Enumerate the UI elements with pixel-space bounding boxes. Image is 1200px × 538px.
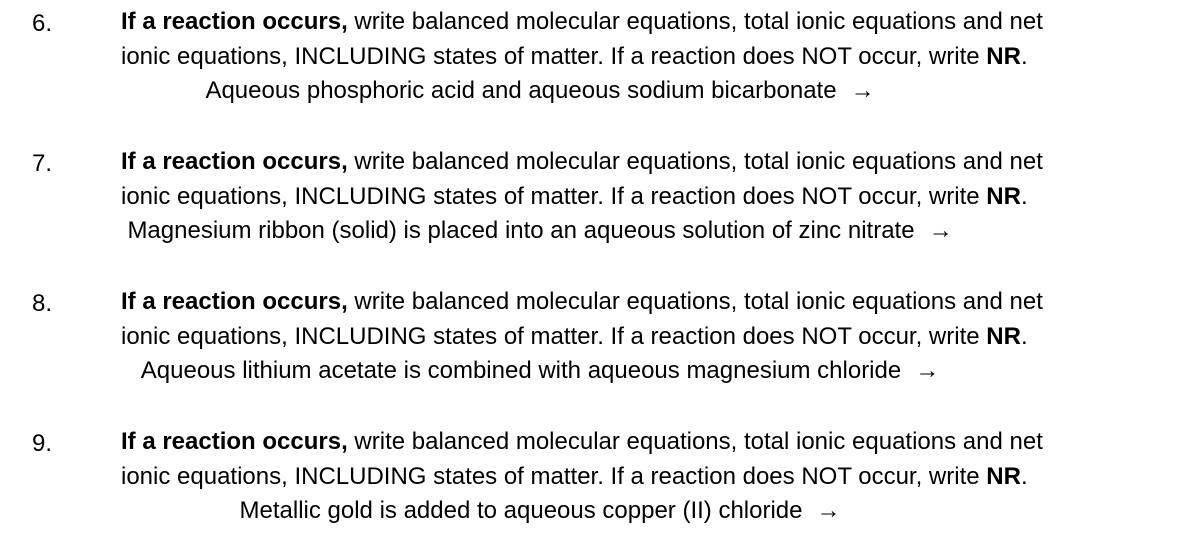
right-arrow-icon: → (850, 77, 875, 104)
prompt-text: Metallic gold is added to aqueous copper (II) chloride (239, 497, 803, 524)
prompt-text: Aqueous lithium acetate is combined with aqueous magnesium chloride (140, 357, 902, 384)
instruction-line-2 (121, 319, 1181, 354)
bold-lead: If a reaction occurs, (121, 428, 348, 455)
instruction-line-1-rest: write balanced molecular equations, total ionic equations and net (347, 148, 1043, 175)
instruction-line-1 (121, 424, 1181, 459)
question-6 (0, 0, 1200, 110)
instruction-line-1-rest: write balanced molecular equations, total ionic equations and net (347, 288, 1043, 315)
question-instructions (121, 144, 1181, 214)
question-prompt (0, 493, 1080, 528)
nr-label: NR (986, 323, 1021, 350)
instruction-line-1-rest: write balanced molecular equations, total ionic equations and net (347, 428, 1043, 455)
prompt-text: Aqueous phosphoric acid and aqueous sodium bicarbonate (205, 77, 837, 104)
question-prompt (0, 73, 1080, 108)
question-instructions (121, 424, 1181, 494)
question-number: 8. (32, 290, 53, 317)
question-instructions (121, 4, 1181, 74)
right-arrow-icon: → (915, 357, 940, 384)
question-8 (0, 280, 1200, 390)
prompt-text: Magnesium ribbon (solid) is placed into an aqueous solution of zinc nitrate (127, 217, 915, 244)
question-7 (0, 140, 1200, 250)
instruction-line-2-text: ionic equations, INCLUDING states of matter. If a reaction does NOT occur, write (121, 463, 987, 490)
question-9 (0, 420, 1200, 530)
instruction-line-2 (121, 39, 1181, 74)
instruction-line-1 (121, 284, 1181, 319)
period: . (1020, 183, 1028, 210)
question-number: 6. (32, 10, 53, 37)
instruction-line-1-rest: write balanced molecular equations, total ionic equations and net (347, 8, 1043, 35)
instruction-line-2-text: ionic equations, INCLUDING states of matter. If a reaction does NOT occur, write (121, 43, 987, 70)
question-prompt (0, 353, 1080, 388)
nr-label: NR (986, 183, 1021, 210)
instruction-line-2 (121, 179, 1181, 214)
instruction-line-1 (121, 4, 1181, 39)
bold-lead: If a reaction occurs, (121, 8, 348, 35)
bold-lead: If a reaction occurs, (121, 148, 348, 175)
question-number: 7. (32, 150, 53, 177)
right-arrow-icon: → (928, 217, 953, 244)
instruction-line-2-text: ionic equations, INCLUDING states of matter. If a reaction does NOT occur, write (121, 183, 987, 210)
bold-lead: If a reaction occurs, (121, 288, 348, 315)
nr-label: NR (986, 463, 1021, 490)
question-instructions (121, 284, 1181, 354)
period: . (1020, 463, 1028, 490)
question-prompt (0, 213, 1080, 248)
period: . (1020, 43, 1028, 70)
period: . (1020, 323, 1028, 350)
nr-label: NR (986, 43, 1021, 70)
instruction-line-2 (121, 459, 1181, 494)
instruction-line-2-text: ionic equations, INCLUDING states of matter. If a reaction does NOT occur, write (121, 323, 987, 350)
question-number: 9. (32, 430, 53, 457)
instruction-line-1 (121, 144, 1181, 179)
right-arrow-icon: → (816, 497, 841, 524)
